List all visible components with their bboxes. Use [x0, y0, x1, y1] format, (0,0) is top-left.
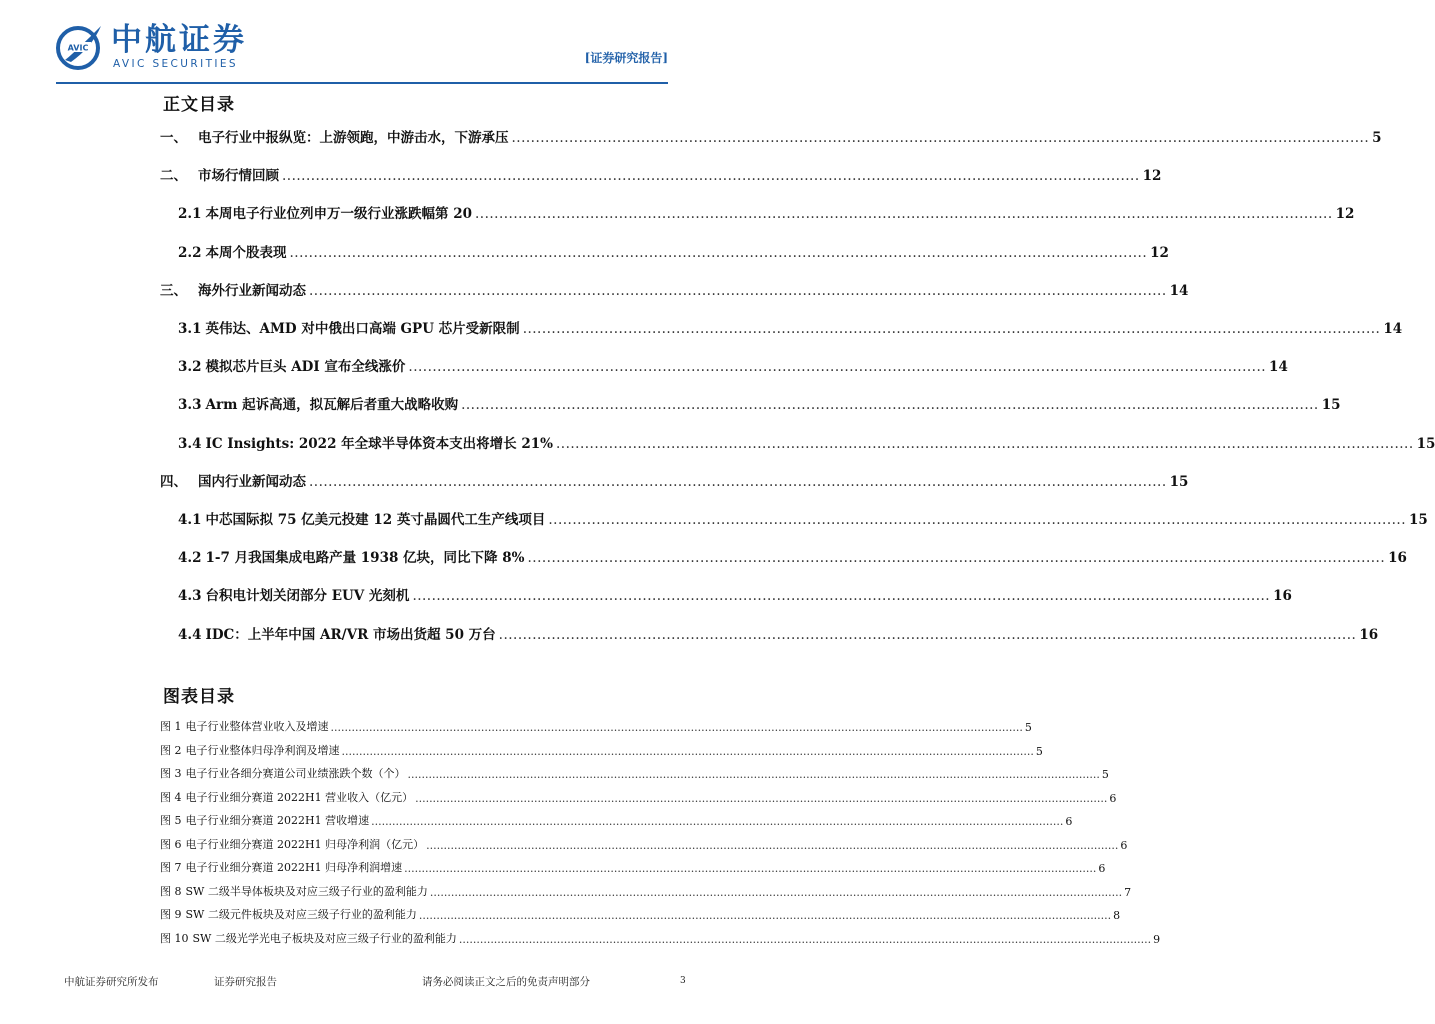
- figure-entry-page: 6: [1098, 862, 1106, 875]
- footer-doc-type: 证券研究报告: [214, 976, 277, 988]
- figure-list-title: 图表目录: [163, 687, 235, 707]
- figure-entry-page: 9: [1153, 932, 1161, 946]
- toc-entry-number: 4.3: [178, 588, 202, 605]
- toc-entry-number: 二、: [160, 168, 187, 185]
- toc-leader-dots: ...................................................................................................................................................................................: [511, 130, 1370, 146]
- page-header: [0, 0, 724, 84]
- toc-entry-number: 3.3: [178, 397, 202, 414]
- figure-entry-number: 图 9: [160, 908, 182, 921]
- page-footer: [0, 970, 724, 1000]
- toc-entry-label: 中芯国际拟 75 亿美元投建 12 英寸晶圆代工生产线项目: [205, 512, 546, 528]
- toc-leader-dots: ...................................................................................................................................................................................: [522, 321, 1381, 337]
- figure-leader-dots: ......................................................................................................................................................................................................: [429, 885, 1123, 899]
- figure-entry[interactable]: [160, 881, 1132, 899]
- toc-entry-number: 4.1: [178, 512, 202, 528]
- figure-entry-label: 电子行业细分赛道 2022H1 归母净利润增速: [185, 861, 403, 874]
- toc-entry[interactable]: [160, 124, 1382, 146]
- toc-entry-page: 14: [1169, 282, 1189, 299]
- header-divider: [56, 82, 668, 84]
- figure-leader-dots: ......................................................................................................................................................................................................: [330, 721, 1023, 734]
- toc-entry[interactable]: [160, 582, 1292, 605]
- figure-leader-dots: ......................................................................................................................................................................................................: [404, 862, 1097, 875]
- toc-entry[interactable]: [160, 430, 1435, 452]
- figure-entry-label: 电子行业整体归母净利润及增速: [185, 743, 340, 757]
- toc-entry[interactable]: [160, 621, 1379, 643]
- figure-entry-label: 电子行业细分赛道 2022H1 营收增速: [185, 814, 370, 827]
- toc-entry-label: 电子行业中报纵览：上游领跑，中游击水，下游承压: [198, 130, 509, 146]
- toc-entry[interactable]: [160, 162, 1162, 185]
- toc-entry-label: 模拟芯片巨头 ADI 宣布全线涨价: [205, 359, 406, 376]
- toc-entry-label: 1-7 月我国集成电路产量 1938 亿块，同比下降 8%: [205, 550, 525, 567]
- toc-entry[interactable]: [160, 468, 1189, 490]
- brand-name-en: AVIC SECURITIES: [113, 58, 238, 70]
- figure-entry[interactable]: [160, 857, 1106, 875]
- brand-name-cn: 中航证券: [111, 22, 247, 58]
- figure-entry-label: 电子行业细分赛道 2022H1 营业收入（亿元）: [185, 790, 414, 804]
- toc-leader-dots: ...................................................................................................................................................................................: [461, 397, 1319, 414]
- toc-entry-label: Arm 起诉高通，拟瓦解后者重大战略收购: [205, 397, 459, 414]
- figure-entry[interactable]: [160, 763, 1109, 781]
- figure-entry[interactable]: [160, 787, 1117, 805]
- toc-entry-number: 3.1: [178, 321, 202, 337]
- figure-entry-label: 电子行业整体营业收入及增速: [185, 720, 329, 733]
- figure-entry-label: 电子行业细分赛道 2022H1 归母净利润（亿元）: [185, 837, 425, 851]
- figure-entry-page: 5: [1024, 721, 1032, 734]
- figure-leader-dots: ......................................................................................................................................................................................................: [426, 838, 1119, 852]
- toc-entry-label: 本周个股表现: [205, 244, 287, 261]
- figure-entry-page: 5: [1035, 744, 1043, 758]
- figure-leader-dots: ......................................................................................................................................................................................................: [341, 744, 1034, 758]
- toc-entry-label: 国内行业新闻动态: [198, 473, 306, 490]
- toc-title: 正文目录: [163, 95, 235, 115]
- toc-entry[interactable]: [160, 506, 1428, 528]
- figure-entry-number: 图 10: [160, 931, 189, 945]
- logo-mark-text: AVIC: [67, 43, 89, 53]
- toc-entry-page: 15: [1409, 512, 1428, 528]
- figure-entry-label: 电子行业各细分赛道公司业绩涨跌个数（个）: [185, 767, 406, 780]
- toc-entry[interactable]: [160, 391, 1341, 414]
- toc-entry[interactable]: [160, 315, 1403, 337]
- figure-entry-number: 图 2: [160, 743, 182, 757]
- footer-publisher: 中航证券研究所发布: [64, 976, 159, 988]
- toc-entry-label: IC Insights: 2022 年全球半导体资本支出将增长 21%: [205, 435, 553, 452]
- toc-entry[interactable]: [160, 239, 1169, 261]
- figure-entry[interactable]: [160, 834, 1128, 852]
- figure-entry-number: 图 6: [160, 837, 182, 851]
- toc-entry-label: 海外行业新闻动态: [198, 282, 306, 299]
- figure-entry-label: SW 二级光学光电子板块及对应三级子行业的盈利能力: [192, 931, 457, 945]
- toc-entry-page: 14: [1383, 321, 1403, 337]
- figure-entry-number: 图 7: [160, 861, 182, 874]
- figure-entry-page: 5: [1101, 768, 1109, 781]
- toc-entry-label: 台积电计划关闭部分 EUV 光刻机: [205, 588, 410, 605]
- company-logo: [55, 20, 255, 72]
- report-type-tag: [证券研究报告]: [584, 51, 668, 65]
- toc-leader-dots: ...................................................................................................................................................................................: [555, 435, 1414, 452]
- toc-leader-dots: ...................................................................................................................................................................................: [408, 359, 1267, 376]
- figure-leader-dots: ......................................................................................................................................................................................................: [371, 815, 1064, 828]
- toc-entry-page: 15: [1321, 397, 1341, 414]
- figure-entry-page: 8: [1113, 909, 1121, 922]
- toc-entry-number: 四、: [160, 473, 187, 490]
- toc-leader-dots: ...................................................................................................................................................................................: [548, 512, 1407, 528]
- toc-entry-page: 16: [1388, 550, 1407, 567]
- toc-leader-dots: ...................................................................................................................................................................................: [289, 244, 1148, 261]
- figure-entry[interactable]: [160, 904, 1121, 922]
- toc-leader-dots: ...................................................................................................................................................................................: [475, 206, 1333, 223]
- toc-leader-dots: ...................................................................................................................................................................................: [412, 588, 1271, 605]
- toc-entry-number: 4.4: [178, 626, 202, 643]
- toc-entry-page: 14: [1269, 359, 1288, 376]
- toc-entry-page: 16: [1359, 626, 1379, 643]
- figure-leader-dots: ......................................................................................................................................................................................................: [418, 909, 1112, 922]
- figure-entry-page: 6: [1109, 791, 1117, 805]
- figure-entry-number: 图 3: [160, 767, 182, 780]
- figure-entry-page: 6: [1065, 815, 1073, 828]
- toc-entry-page: 15: [1416, 435, 1435, 452]
- toc-entry-number: 三、: [160, 282, 187, 299]
- figure-entry[interactable]: [160, 928, 1161, 946]
- figure-entry-page: 6: [1120, 838, 1128, 852]
- toc-entry-page: 16: [1273, 588, 1292, 605]
- toc-leader-dots: ...................................................................................................................................................................................: [282, 168, 1140, 185]
- toc-leader-dots: ...................................................................................................................................................................................: [498, 626, 1357, 643]
- toc-entry-page: 12: [1150, 244, 1169, 261]
- toc-entry-page: 12: [1142, 168, 1162, 185]
- toc-entry-number: 3.2: [178, 359, 202, 376]
- toc-entry-page: 5: [1372, 130, 1382, 146]
- toc-entry-number: 3.4: [178, 435, 202, 452]
- toc-entry-page: 12: [1335, 206, 1355, 223]
- toc-entry-label: 英伟达、AMD 对中俄出口高端 GPU 芯片受新限制: [205, 321, 520, 337]
- toc-entry[interactable]: [160, 200, 1355, 223]
- figure-leader-dots: ......................................................................................................................................................................................................: [415, 791, 1108, 805]
- toc-entry-label: IDC：上半年中国 AR/VR 市场出货超 50 万台: [205, 626, 496, 643]
- figure-entry[interactable]: [160, 810, 1073, 828]
- toc-leader-dots: ...................................................................................................................................................................................: [309, 282, 1167, 299]
- avic-logo-icon: [55, 22, 105, 70]
- figure-entry-number: 图 8: [160, 884, 182, 898]
- toc-entry-label: 本周电子行业位列申万一级行业涨跌幅第 20: [205, 206, 472, 223]
- footer-disclaimer: 请务必阅读正文之后的免责声明部分: [422, 976, 590, 988]
- figure-entry-number: 图 4: [160, 790, 182, 804]
- toc-entry[interactable]: [160, 277, 1189, 299]
- toc-entry[interactable]: [160, 544, 1407, 567]
- figure-entry-page: 7: [1124, 885, 1132, 899]
- toc-entry-label: 市场行情回顾: [198, 168, 279, 185]
- figure-leader-dots: ......................................................................................................................................................................................................: [407, 768, 1100, 781]
- figure-entry-label: SW 二级半导体板块及对应三级子行业的盈利能力: [185, 884, 428, 898]
- figure-entry-number: 图 5: [160, 814, 182, 827]
- footer-page-number: 3: [680, 976, 686, 986]
- figure-entry-number: 图 1: [160, 720, 182, 733]
- toc-entry[interactable]: [160, 353, 1288, 376]
- figure-entry-label: SW 二级元件板块及对应三级子行业的盈利能力: [185, 908, 417, 921]
- toc-entry-number: 4.2: [178, 550, 202, 567]
- figure-entry[interactable]: [160, 740, 1043, 758]
- toc-leader-dots: ...................................................................................................................................................................................: [309, 473, 1167, 490]
- toc-leader-dots: ...................................................................................................................................................................................: [527, 550, 1386, 567]
- figure-entry[interactable]: [160, 716, 1032, 734]
- toc-entry-page: 15: [1169, 473, 1189, 490]
- figure-leader-dots: ......................................................................................................................................................................................................: [458, 932, 1152, 946]
- toc-entry-number: 2.2: [178, 244, 202, 261]
- toc-entry-number: 2.1: [178, 206, 202, 223]
- toc-entry-number: 一、: [160, 130, 187, 146]
